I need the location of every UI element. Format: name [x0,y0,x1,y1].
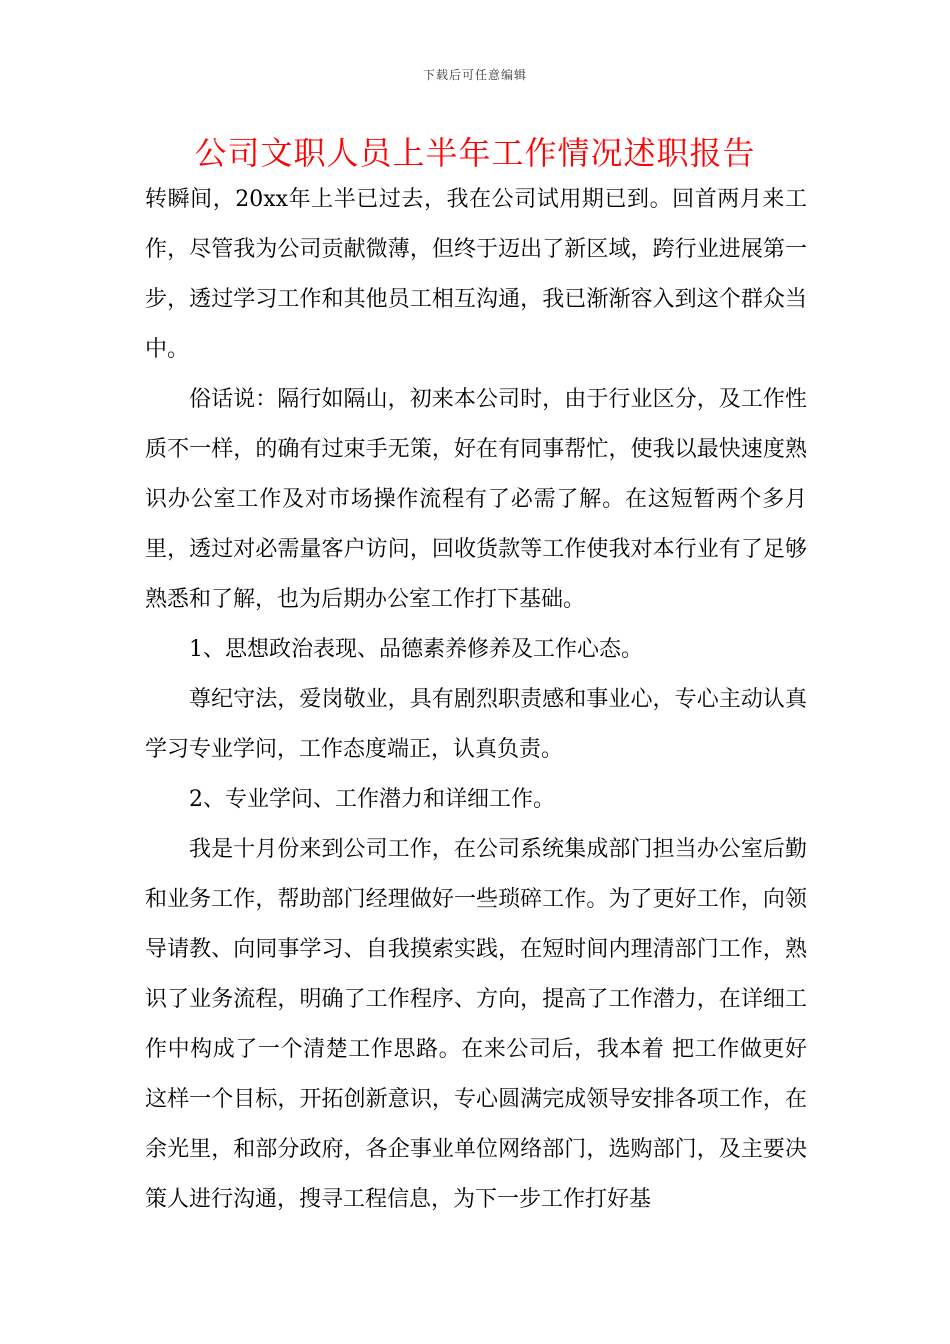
paragraph-work: 我是十月份来到公司工作，在公司系统集成部门担当办公室后勤和业务工作，帮助部门经理做好一些琐碎工作。为了更好工作，向领导请教、向同事学习、自我摸索实践，在短时间内理清部门工作，熟识了业务流程，明确了工作程序、方向，提高了工作潜力，在详细工作中构成了一个清楚工作思路。在来公司后，我本着 把工作做更好 这样一个目标，开拓创新意识，专心圆满完成领导安排各项工作，在余光里，和部分政府，各企事业单位网络部门，选购部门，及主要决策人进行沟通，搜寻工程信息，为下一步工作打好基 [145,837,807,1212]
page-header-note: 下载后可任意编辑 [422,68,527,82]
document-body [145,175,807,1225]
paragraph-proverb: 俗话说：隔行如隔山，初来本公司时，由于行业区分，及工作性质不一样，的确有过束手无策，好在有同事帮忙，使我以最快速度熟识办公室工作及对市场操作流程有了必需了解。在这短暂两个多月里，透过对必需量客户访问，回收货款等工作使我对本行业有了足够熟悉和了解，也为后期办公室工作打下基础。 [145,387,807,612]
section-heading-1: 1、思想政治表现、品德素养修养及工作心态。 [189,637,643,662]
paragraph-intro: 转瞬间，20xx年上半已过去，我在公司试用期已到。回首两月来工作，尽管我为公司贡献微薄，但终于迈出了新区域，跨行业进展第一步，透过学习工作和其他员工相互沟通，我已渐渐容入到这个群众当中。 [145,187,807,362]
document-title: 公司文职人员上半年工作情况述职报告 [194,134,756,172]
section-heading-2: 2、专业学问、工作潜力和详细工作。 [189,787,555,812]
paragraph-conduct: 尊纪守法，爱岗敬业，具有剧烈职责感和事业心，专心主动认真学习专业学问，工作态度端正，认真负责。 [145,687,807,762]
